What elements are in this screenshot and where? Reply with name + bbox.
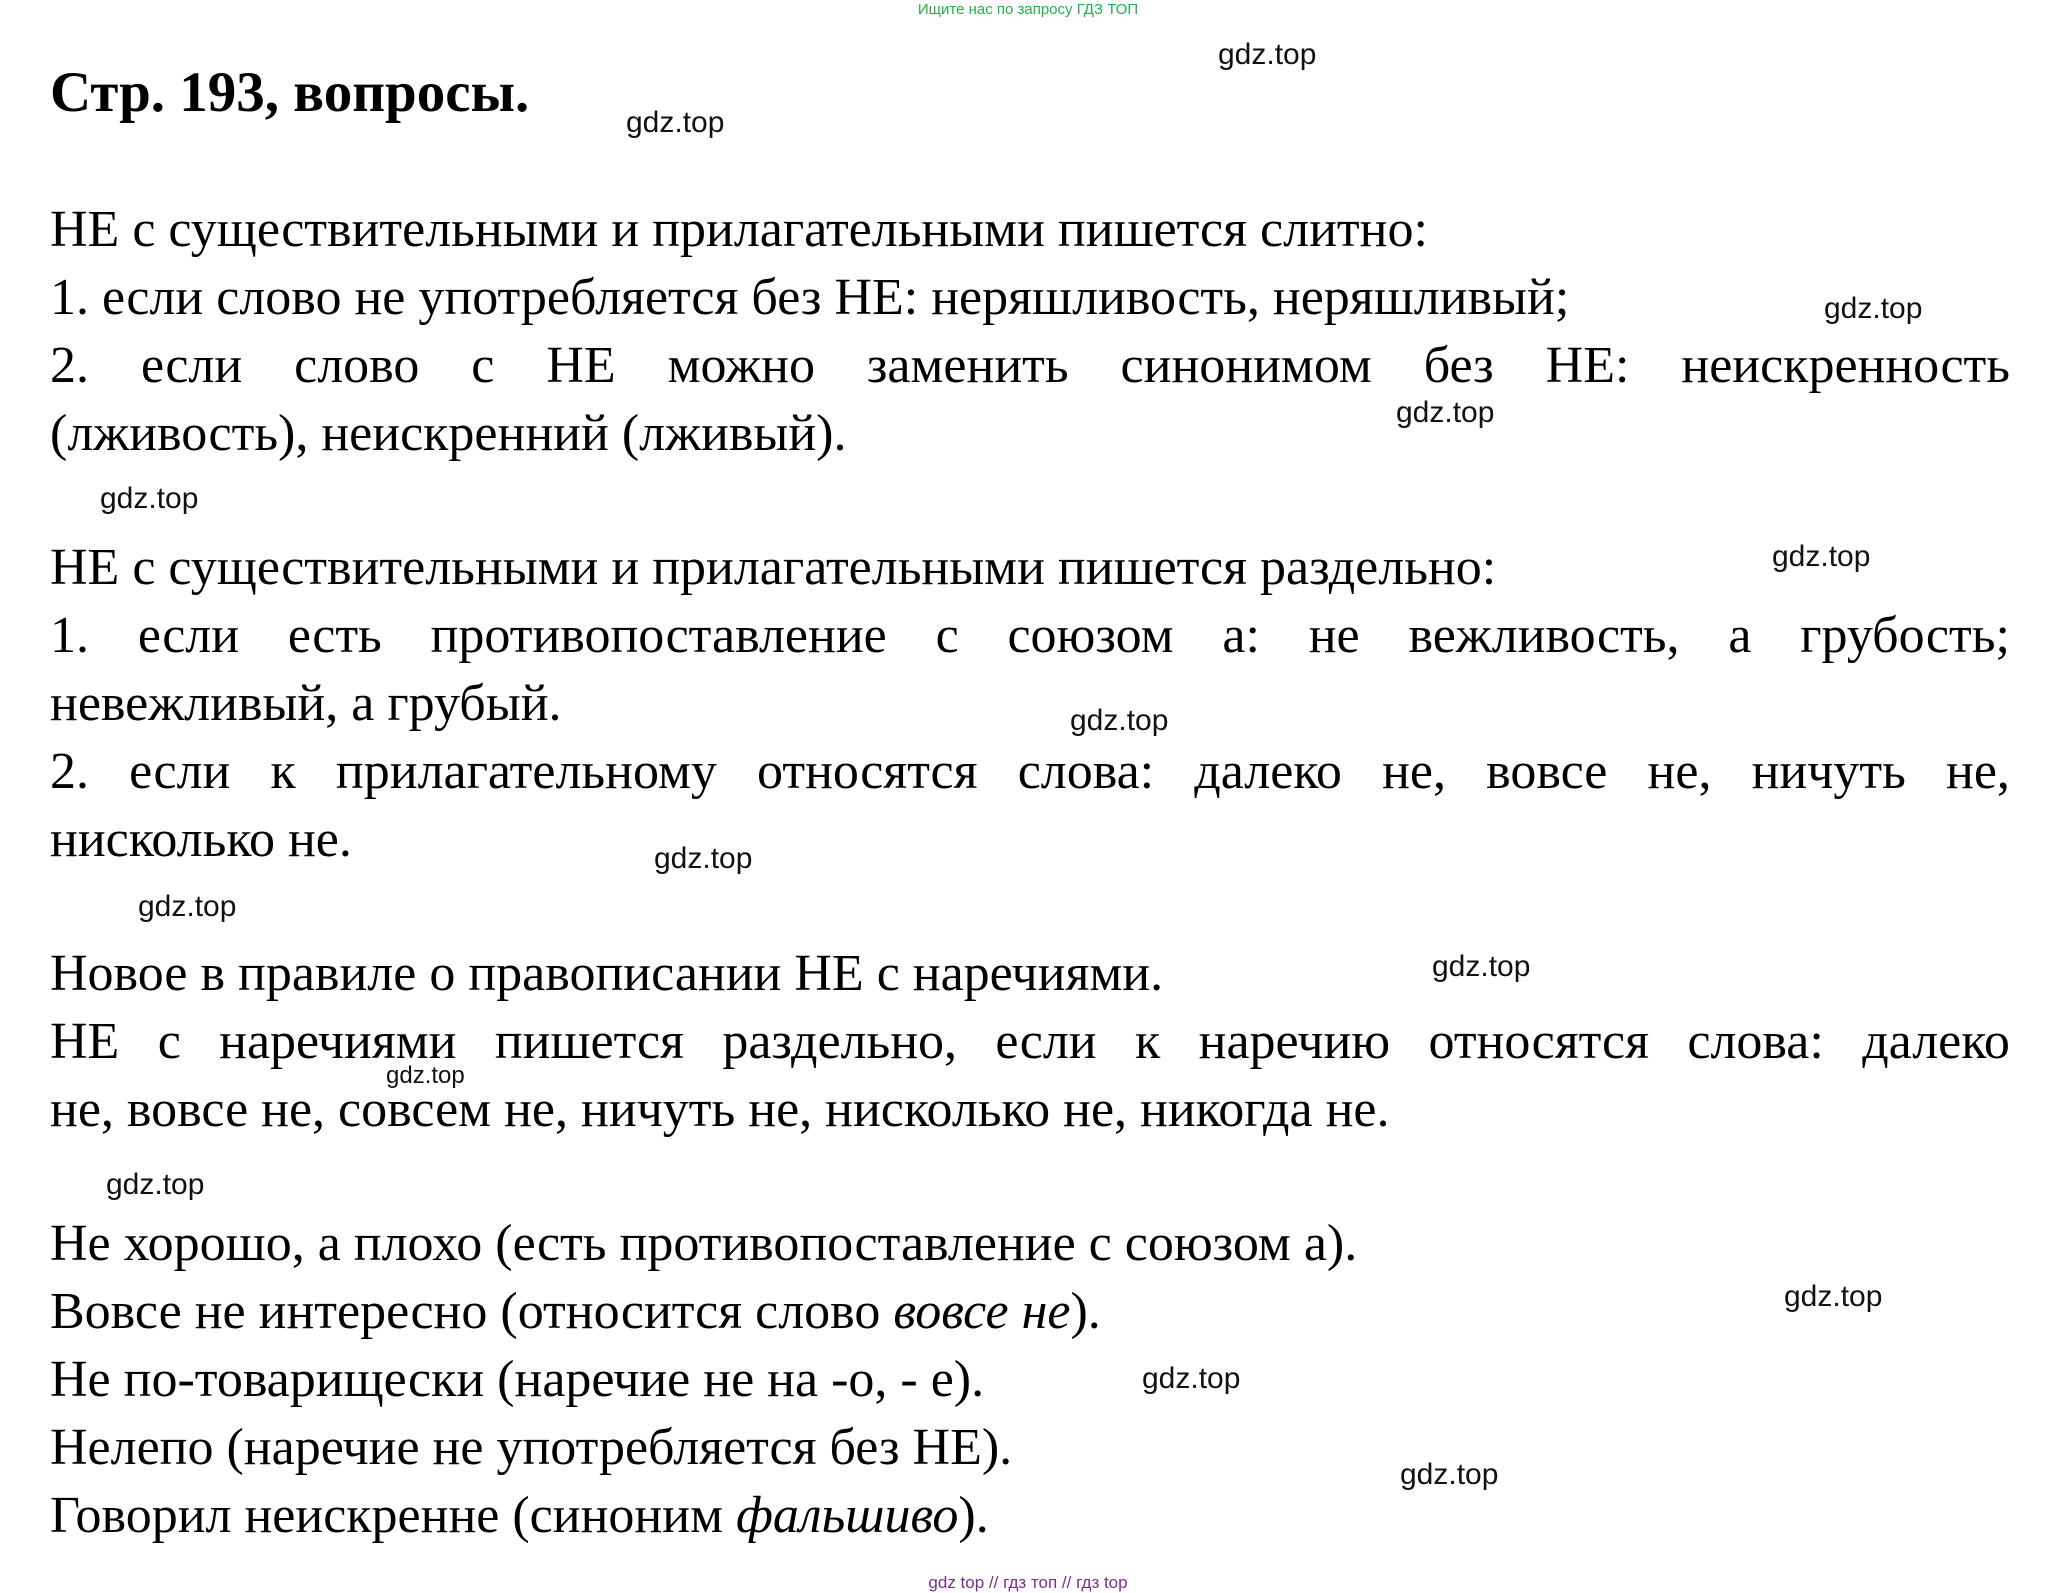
example-2-text: Вовсе не интересно (относится слово [50,1283,894,1340]
word: есть [287,607,382,664]
word: к [1135,1013,1161,1070]
word: наречиями [219,1013,457,1070]
word: не, [1647,743,1712,800]
block2-item2-line1 [50,738,2010,806]
watermark: gdz.top [1396,396,1495,429]
watermark: gdz.top [654,842,753,875]
block3-rule-line2: не, вовсе не, совсем не, ничуть не, нисколько не, никогда не. [50,1081,1390,1138]
word: если [140,337,243,394]
word: слово [294,337,420,394]
watermark: gdz.top [106,1168,205,1201]
example-2 [50,1278,2010,1346]
footer-links: gdz top // гдз топ // гдз top [928,1573,1128,1592]
word: союзом [1007,607,1174,664]
block3-heading: Новое в правиле о правописании НЕ с наречиями. [50,945,1164,1002]
example-2-italic: вовсе не [893,1283,1071,1340]
block1-item2-line2: (лживость), неискренний (лживый). [50,405,847,462]
word: вежливость, [1408,607,1680,664]
word: если [129,743,231,800]
example-2-end: ). [1070,1283,1101,1340]
watermark: gdz.top [1772,540,1871,573]
block1-item2-line1 [50,332,2010,400]
watermark: gdz.top [1400,1458,1499,1491]
watermark: gdz.top [138,890,237,923]
word: не [1308,607,1360,664]
word: относятся [757,743,978,800]
block2-item2-line2: нисколько не. [50,811,352,868]
example-5-text: Говорил неискренне (синоним [50,1487,736,1544]
word: НЕ [546,337,616,394]
block-narechiya [50,940,2010,1144]
word: если [995,1013,1097,1070]
word: а: [1222,607,1260,664]
examples-block [50,1210,2010,1550]
word: не, [1945,743,2010,800]
top-banner: Ищите нас по запросу ГДЗ ТОП [917,1,1139,18]
block2-item1-line1 [50,602,2010,670]
example-5-italic: фальшиво [735,1487,959,1544]
word: с [471,337,495,394]
word: наречию [1198,1013,1391,1070]
block1-heading: НЕ с существительными и прилагательными пишется слитно: [50,201,1428,258]
word: далеко [1194,743,1342,800]
word: заменить [866,337,1069,394]
word: без [1423,337,1494,394]
word: а [1728,607,1752,664]
block1-item1: 1. если слово не употребляется без НЕ: неряшливость, неряшливый; [50,269,1570,326]
block2-item1-line2: невежливый, а грубый. [50,675,562,732]
word: 2. [50,743,89,800]
watermark: gdz.top [1824,292,1923,325]
block2-heading: НЕ с существительными и прилагательными пишется раздельно: [50,539,1497,596]
example-3: Не по-товарищески (наречие не на -о, - е). [50,1351,985,1408]
word: пишется [494,1013,684,1070]
example-5-end: ). [958,1487,989,1544]
word: если [137,607,240,664]
word: прилагательному [335,743,717,800]
word: раздельно, [722,1013,958,1070]
word: 2. [50,337,89,394]
example-5 [50,1482,2010,1550]
watermark: gdz.top [100,482,199,515]
watermark: gdz.top [386,1062,465,1089]
word: можно [667,337,815,394]
word: далеко [1862,1013,2010,1070]
block3-rule-line1 [50,1008,2010,1076]
watermark: gdz.top [1432,950,1531,983]
watermark: gdz.top [626,106,725,139]
example-4: Нелепо (наречие не употребляется без НЕ). [50,1419,1013,1476]
word: грубость; [1800,607,2010,664]
word: НЕ [50,1013,120,1070]
word: слова: [1687,1013,1824,1070]
watermark: gdz.top [1784,1280,1883,1313]
word: НЕ: [1545,337,1630,394]
word: с [157,1013,181,1070]
page-title: Стр. 193, вопросы. [50,61,530,124]
word: неискренность [1681,337,2010,394]
word: относятся [1428,1013,1650,1070]
word: синонимом [1120,337,1372,394]
block-slitno [50,196,2010,468]
word: вовсе [1486,743,1608,800]
word: слова: [1017,743,1155,800]
word: с [935,607,959,664]
block-razdelno [50,534,2010,874]
word: к [270,743,296,800]
watermark: gdz.top [1218,38,1317,71]
example-1: Не хорошо, а плохо (есть противопоставление с союзом а). [50,1215,1358,1272]
watermark: gdz.top [1142,1362,1241,1395]
word: 1. [50,607,89,664]
word: ничуть [1751,743,1906,800]
word: не, [1382,743,1446,800]
watermark: gdz.top [1070,704,1169,737]
word: противопоставление [430,607,887,664]
